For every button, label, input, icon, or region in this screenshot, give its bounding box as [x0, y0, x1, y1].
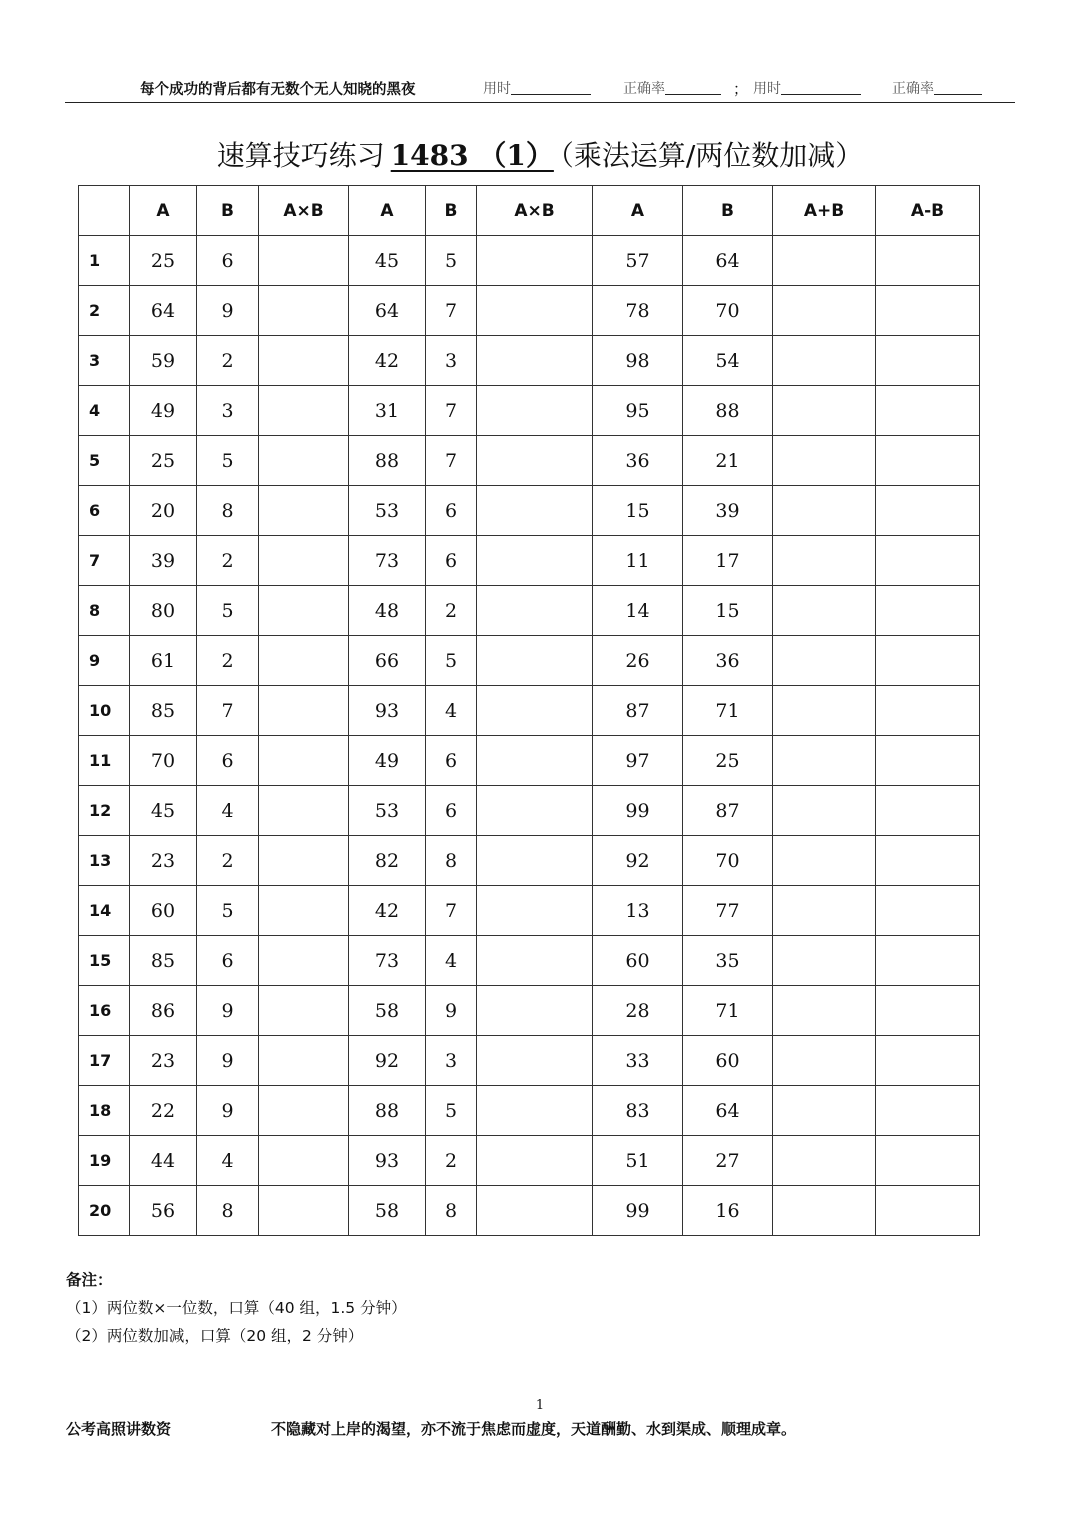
operand-b-cell: 7: [426, 286, 477, 336]
operand-a-cell: 93: [349, 686, 426, 736]
operand-a-cell: 23: [130, 1036, 197, 1086]
row-number: 3: [79, 336, 130, 386]
row-number: 6: [79, 486, 130, 536]
operand-a-cell: 97: [593, 736, 683, 786]
answer-cell[interactable]: [477, 336, 593, 386]
notes-line-1: （1）两位数×一位数，口算（40 组，1.5 分钟）: [66, 1299, 407, 1317]
answer-cell[interactable]: [477, 1186, 593, 1236]
operand-a-cell: 51: [593, 1136, 683, 1186]
operand-b-cell: 77: [683, 886, 773, 936]
answer-cell[interactable]: [773, 636, 876, 686]
answer-cell[interactable]: [259, 836, 349, 886]
answer-cell[interactable]: [259, 436, 349, 486]
answer-cell[interactable]: [773, 786, 876, 836]
row-number: 14: [79, 886, 130, 936]
operand-b-cell: 9: [197, 286, 259, 336]
operand-b-cell: 5: [426, 236, 477, 286]
operand-b-cell: 3: [197, 386, 259, 436]
notes-heading: 备注：: [66, 1271, 113, 1289]
header-cell: A: [593, 186, 683, 236]
time-label-2: 用时: [753, 81, 781, 97]
operand-b-cell: 9: [197, 1036, 259, 1086]
operand-b-cell: 87: [683, 786, 773, 836]
operand-a-cell: 59: [130, 336, 197, 386]
header-separator: ；: [733, 80, 749, 98]
answer-cell[interactable]: [876, 236, 980, 286]
answer-cell[interactable]: [876, 536, 980, 586]
operand-b-cell: 8: [197, 1186, 259, 1236]
operand-a-cell: 80: [130, 586, 197, 636]
operand-b-cell: 71: [683, 986, 773, 1036]
time-blank-2[interactable]: [781, 80, 861, 95]
time-field-2: [753, 78, 781, 98]
operand-b-cell: 64: [683, 1086, 773, 1136]
answer-cell[interactable]: [259, 636, 349, 686]
answer-cell[interactable]: [773, 836, 876, 886]
operand-b-cell: 17: [683, 536, 773, 586]
answer-cell[interactable]: [259, 1086, 349, 1136]
operand-a-cell: 83: [593, 1086, 683, 1136]
row-number: 10: [79, 686, 130, 736]
operand-a-cell: 99: [593, 786, 683, 836]
time-label-1: 用时: [483, 81, 511, 97]
header-cell: B: [683, 186, 773, 236]
operand-a-cell: 64: [130, 286, 197, 336]
footer-left: 公考高照讲数资: [66, 1420, 172, 1438]
table-row: [79, 736, 980, 786]
answer-cell[interactable]: [259, 936, 349, 986]
table-row: [79, 286, 980, 336]
title-suffix: （乘法运算/两位数加减）: [559, 139, 864, 172]
header-cell: A-B: [876, 186, 980, 236]
header-cell: A: [349, 186, 426, 236]
answer-cell[interactable]: [477, 636, 593, 686]
operand-a-cell: 22: [130, 1086, 197, 1136]
title-prefix: 速算技巧练习: [216, 139, 385, 172]
row-number: 13: [79, 836, 130, 886]
answer-cell[interactable]: [477, 686, 593, 736]
answer-cell[interactable]: [876, 336, 980, 386]
row-number: 12: [79, 786, 130, 836]
operand-a-cell: 45: [130, 786, 197, 836]
operand-b-cell: 7: [426, 386, 477, 436]
table-row: [79, 386, 980, 436]
answer-cell[interactable]: [773, 1136, 876, 1186]
operand-a-cell: 48: [349, 586, 426, 636]
operand-a-cell: 49: [130, 386, 197, 436]
answer-cell[interactable]: [773, 386, 876, 436]
answer-cell[interactable]: [773, 236, 876, 286]
answer-cell[interactable]: [477, 1036, 593, 1086]
row-number: 11: [79, 736, 130, 786]
answer-cell[interactable]: [773, 586, 876, 636]
table-row: [79, 1086, 980, 1136]
answer-cell[interactable]: [477, 1086, 593, 1136]
row-number: 16: [79, 986, 130, 1036]
table-row: [79, 236, 980, 286]
answer-cell[interactable]: [876, 986, 980, 1036]
operand-b-cell: 2: [197, 336, 259, 386]
operand-b-cell: 5: [426, 636, 477, 686]
answer-cell[interactable]: [477, 836, 593, 886]
operand-b-cell: 54: [683, 336, 773, 386]
answer-cell[interactable]: [876, 1136, 980, 1186]
operand-a-cell: 99: [593, 1186, 683, 1236]
operand-b-cell: 60: [683, 1036, 773, 1086]
answer-cell[interactable]: [477, 386, 593, 436]
page-header: [65, 76, 1015, 103]
title-code: 1483 （1）: [390, 139, 554, 172]
operand-a-cell: 92: [349, 1036, 426, 1086]
operand-a-cell: 92: [593, 836, 683, 886]
answer-cell[interactable]: [477, 486, 593, 536]
answer-cell[interactable]: [773, 886, 876, 936]
operand-b-cell: 8: [197, 486, 259, 536]
answer-cell[interactable]: [259, 286, 349, 336]
accuracy-field-1: [623, 78, 665, 98]
operand-b-cell: 36: [683, 636, 773, 686]
accuracy-field-2: [892, 78, 934, 98]
operand-b-cell: 9: [197, 1086, 259, 1136]
operand-a-cell: 45: [349, 236, 426, 286]
operand-a-cell: 78: [593, 286, 683, 336]
table-row: [79, 536, 980, 586]
answer-cell[interactable]: [773, 1186, 876, 1236]
row-number: 7: [79, 536, 130, 586]
operand-a-cell: 44: [130, 1136, 197, 1186]
operand-a-cell: 25: [130, 236, 197, 286]
answer-cell[interactable]: [876, 786, 980, 836]
operand-b-cell: 9: [197, 986, 259, 1036]
operand-b-cell: 6: [426, 536, 477, 586]
operand-a-cell: 95: [593, 386, 683, 436]
operand-a-cell: 85: [130, 686, 197, 736]
answer-cell[interactable]: [773, 436, 876, 486]
operand-a-cell: 25: [130, 436, 197, 486]
answer-cell[interactable]: [876, 1186, 980, 1236]
operand-a-cell: 28: [593, 986, 683, 1036]
answer-cell[interactable]: [876, 736, 980, 786]
header-cell: A+B: [773, 186, 876, 236]
answer-cell[interactable]: [477, 436, 593, 486]
table-body: [79, 236, 980, 1236]
operand-b-cell: 4: [426, 686, 477, 736]
answer-cell[interactable]: [876, 386, 980, 436]
operand-a-cell: 88: [349, 1086, 426, 1136]
answer-cell[interactable]: [477, 786, 593, 836]
header-cell: [79, 186, 130, 236]
table-row: [79, 986, 980, 1036]
operand-a-cell: 82: [349, 836, 426, 886]
notes-section: [66, 1266, 407, 1350]
operand-b-cell: 39: [683, 486, 773, 536]
operand-a-cell: 53: [349, 486, 426, 536]
operand-a-cell: 58: [349, 1186, 426, 1236]
answer-cell[interactable]: [876, 586, 980, 636]
operand-a-cell: 53: [349, 786, 426, 836]
answer-cell[interactable]: [773, 336, 876, 386]
operand-b-cell: 3: [426, 336, 477, 386]
operand-b-cell: 64: [683, 236, 773, 286]
answer-cell[interactable]: [477, 536, 593, 586]
table-row: [79, 586, 980, 636]
header-cell: A: [130, 186, 197, 236]
operand-a-cell: 42: [349, 886, 426, 936]
operand-a-cell: 42: [349, 336, 426, 386]
operand-a-cell: 11: [593, 536, 683, 586]
answer-cell[interactable]: [259, 586, 349, 636]
operand-a-cell: 73: [349, 536, 426, 586]
operand-a-cell: 85: [130, 936, 197, 986]
operand-a-cell: 14: [593, 586, 683, 636]
operand-a-cell: 60: [130, 886, 197, 936]
page-number: 1: [535, 1398, 545, 1413]
operand-b-cell: 6: [426, 736, 477, 786]
operand-a-cell: 13: [593, 886, 683, 936]
operand-b-cell: 71: [683, 686, 773, 736]
answer-cell[interactable]: [259, 986, 349, 1036]
operand-b-cell: 4: [426, 936, 477, 986]
operand-b-cell: 27: [683, 1136, 773, 1186]
header-cell: B: [197, 186, 259, 236]
notes-line-2: （2）两位数加减，口算（20 组，2 分钟）: [66, 1327, 364, 1345]
operand-b-cell: 2: [197, 536, 259, 586]
answer-cell[interactable]: [259, 1186, 349, 1236]
operand-a-cell: 86: [130, 986, 197, 1036]
row-number: 5: [79, 436, 130, 486]
operand-a-cell: 39: [130, 536, 197, 586]
answer-cell[interactable]: [876, 886, 980, 936]
answer-cell[interactable]: [773, 286, 876, 336]
operand-a-cell: 61: [130, 636, 197, 686]
answer-cell[interactable]: [259, 886, 349, 936]
operand-a-cell: 58: [349, 986, 426, 1036]
practice-table: [78, 185, 980, 1236]
time-blank-1[interactable]: [511, 80, 591, 95]
operand-a-cell: 60: [593, 936, 683, 986]
operand-a-cell: 88: [349, 436, 426, 486]
row-number: 17: [79, 1036, 130, 1086]
operand-b-cell: 88: [683, 386, 773, 436]
answer-cell[interactable]: [773, 1086, 876, 1136]
answer-cell[interactable]: [773, 486, 876, 536]
operand-b-cell: 6: [197, 236, 259, 286]
answer-cell[interactable]: [773, 986, 876, 1036]
header-cell: B: [426, 186, 477, 236]
answer-cell[interactable]: [259, 336, 349, 386]
header-cell: A×B: [259, 186, 349, 236]
operand-a-cell: 73: [349, 936, 426, 986]
header-motto: 每个成功的背后都有无数个无人知晓的黑夜: [140, 82, 416, 98]
answer-cell[interactable]: [477, 286, 593, 336]
table-row: [79, 1186, 980, 1236]
answer-cell[interactable]: [477, 1136, 593, 1186]
answer-cell[interactable]: [773, 536, 876, 586]
operand-b-cell: 70: [683, 836, 773, 886]
answer-cell[interactable]: [876, 636, 980, 686]
answer-cell[interactable]: [259, 536, 349, 586]
table-row: [79, 886, 980, 936]
operand-b-cell: 70: [683, 286, 773, 336]
operand-a-cell: 64: [349, 286, 426, 336]
operand-a-cell: 70: [130, 736, 197, 786]
answer-cell[interactable]: [477, 236, 593, 286]
operand-a-cell: 66: [349, 636, 426, 686]
operand-b-cell: 3: [426, 1036, 477, 1086]
page-footer: [66, 1418, 1016, 1439]
operand-a-cell: 87: [593, 686, 683, 736]
operand-b-cell: 25: [683, 736, 773, 786]
row-number: 8: [79, 586, 130, 636]
operand-b-cell: 8: [426, 1186, 477, 1236]
operand-b-cell: 35: [683, 936, 773, 986]
operand-b-cell: 2: [426, 1136, 477, 1186]
answer-cell[interactable]: [876, 936, 980, 986]
accuracy-label-1: 正确率: [623, 81, 665, 97]
table-row: [79, 686, 980, 736]
operand-b-cell: 6: [426, 486, 477, 536]
operand-b-cell: 2: [426, 586, 477, 636]
operand-b-cell: 7: [426, 886, 477, 936]
answer-cell[interactable]: [259, 1136, 349, 1186]
header-cell: A×B: [477, 186, 593, 236]
operand-a-cell: 33: [593, 1036, 683, 1086]
operand-a-cell: 57: [593, 236, 683, 286]
answer-cell[interactable]: [259, 736, 349, 786]
answer-cell[interactable]: [259, 486, 349, 536]
operand-b-cell: 5: [197, 586, 259, 636]
answer-cell[interactable]: [477, 936, 593, 986]
operand-b-cell: 5: [426, 1086, 477, 1136]
operand-b-cell: 6: [197, 736, 259, 786]
answer-cell[interactable]: [259, 686, 349, 736]
table-row: [79, 836, 980, 886]
answer-cell[interactable]: [477, 586, 593, 636]
operand-a-cell: 23: [130, 836, 197, 886]
table-row: [79, 786, 980, 836]
operand-a-cell: 15: [593, 486, 683, 536]
answer-cell[interactable]: [259, 386, 349, 436]
answer-cell[interactable]: [477, 736, 593, 786]
footer-right: 不隐藏对上岸的渴望，亦不流于焦虑而虚度，天道酬勤、水到渠成、顺理成章。: [271, 1420, 797, 1438]
operand-b-cell: 21: [683, 436, 773, 486]
accuracy-blank-2[interactable]: [934, 80, 982, 95]
operand-b-cell: 6: [197, 936, 259, 986]
row-number: 4: [79, 386, 130, 436]
answer-cell[interactable]: [876, 286, 980, 336]
accuracy-label-2: 正确率: [892, 81, 934, 97]
table-row: [79, 636, 980, 686]
operand-b-cell: 6: [426, 786, 477, 836]
accuracy-blank-1[interactable]: [665, 80, 721, 95]
table-row: [79, 336, 980, 386]
operand-a-cell: 26: [593, 636, 683, 686]
table-row: [79, 1036, 980, 1086]
answer-cell[interactable]: [876, 1086, 980, 1136]
operand-b-cell: 9: [426, 986, 477, 1036]
operand-b-cell: 16: [683, 1186, 773, 1236]
row-number: 20: [79, 1186, 130, 1236]
operand-a-cell: 93: [349, 1136, 426, 1186]
operand-b-cell: 5: [197, 436, 259, 486]
table-header-row: [79, 186, 980, 236]
operand-a-cell: 56: [130, 1186, 197, 1236]
operand-b-cell: 4: [197, 786, 259, 836]
operand-a-cell: 98: [593, 336, 683, 386]
operand-b-cell: 15: [683, 586, 773, 636]
answer-cell[interactable]: [876, 1036, 980, 1086]
operand-a-cell: 49: [349, 736, 426, 786]
row-number: 18: [79, 1086, 130, 1136]
row-number: 19: [79, 1136, 130, 1186]
operand-b-cell: 4: [197, 1136, 259, 1186]
time-field-1: [483, 78, 511, 98]
operand-b-cell: 7: [197, 686, 259, 736]
row-number: 1: [79, 236, 130, 286]
operand-b-cell: 2: [197, 636, 259, 686]
table-row: [79, 936, 980, 986]
answer-cell[interactable]: [773, 1036, 876, 1086]
answer-cell[interactable]: [876, 686, 980, 736]
row-number: 2: [79, 286, 130, 336]
table-row: [79, 486, 980, 536]
answer-cell[interactable]: [773, 686, 876, 736]
answer-cell[interactable]: [876, 436, 980, 486]
answer-cell[interactable]: [259, 236, 349, 286]
answer-cell[interactable]: [477, 886, 593, 936]
operand-b-cell: 2: [197, 836, 259, 886]
answer-cell[interactable]: [259, 786, 349, 836]
table-row: [79, 436, 980, 486]
operand-b-cell: 8: [426, 836, 477, 886]
row-number: 9: [79, 636, 130, 686]
answer-cell[interactable]: [477, 986, 593, 1036]
answer-cell[interactable]: [773, 936, 876, 986]
row-number: 15: [79, 936, 130, 986]
operand-b-cell: 7: [426, 436, 477, 486]
operand-a-cell: 20: [130, 486, 197, 536]
operand-a-cell: 31: [349, 386, 426, 436]
page-title: [0, 134, 1080, 174]
answer-cell[interactable]: [876, 836, 980, 886]
operand-b-cell: 5: [197, 886, 259, 936]
answer-cell[interactable]: [773, 736, 876, 786]
operand-a-cell: 36: [593, 436, 683, 486]
answer-cell[interactable]: [259, 1036, 349, 1086]
answer-cell[interactable]: [876, 486, 980, 536]
table-row: [79, 1136, 980, 1186]
